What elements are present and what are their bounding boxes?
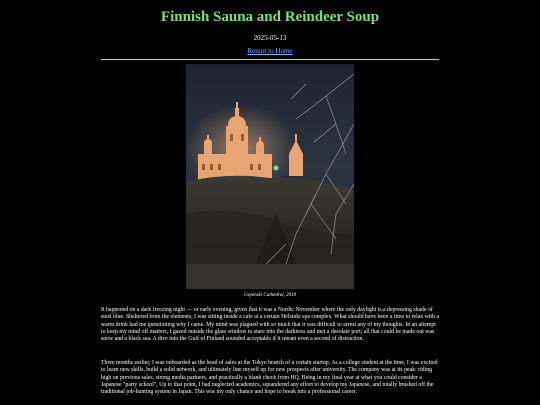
article-paragraph: Three months earlier, I was onboarded as the head of sales at the Tokyo branch of a certain startup. As a college student at the time, I was excited to learn new skills, build a solid network, and ultimately line myself up for new prospects after university. The company was at its peak: riding high on previous sales, strong media partners, and practically a blank check from HQ. Being in my final year at what you could consider a Japanese "party school", Up to that point, I had neglected academics, squandered any effort to develop my Japanese, and totally brushed off the traditional job-hunting system in Japan. This was my only chance and hope to break into a professional career. [101, 360, 438, 396]
return-home-container [0, 47, 540, 56]
post-date: 2025-05-13 [253, 34, 287, 42]
header-divider [101, 59, 439, 60]
cathedral-photo [186, 64, 354, 289]
article-paragraph: It happened on a dark freezing night — or early evening, given that it was a Nordic November where the only daylight is a depressing shade of steel blue. Sheltered from the elements, I was sitting inside a cafe at a certain Helsinki spa complex. What should have been a time to relax with a warm drink had me questioning why I came. My mind was plagued with so much that it was difficult to arrest any of my thoughts. In an attempt to keep my mind off matters, I gazed outside the glass window to stare into the darkness and met a desolate port; all that could be made out was snow and a black sea. A dive into the Gulf of Finland sounded acceptable if it meant even a second of distraction. [101, 307, 439, 343]
return-home-link[interactable]: Return to Home [247, 47, 293, 55]
photo-caption: Uspenski Cathedral, 2019 [243, 293, 297, 298]
page-title: Finnish Sauna and Reindeer Soup [160, 9, 380, 25]
